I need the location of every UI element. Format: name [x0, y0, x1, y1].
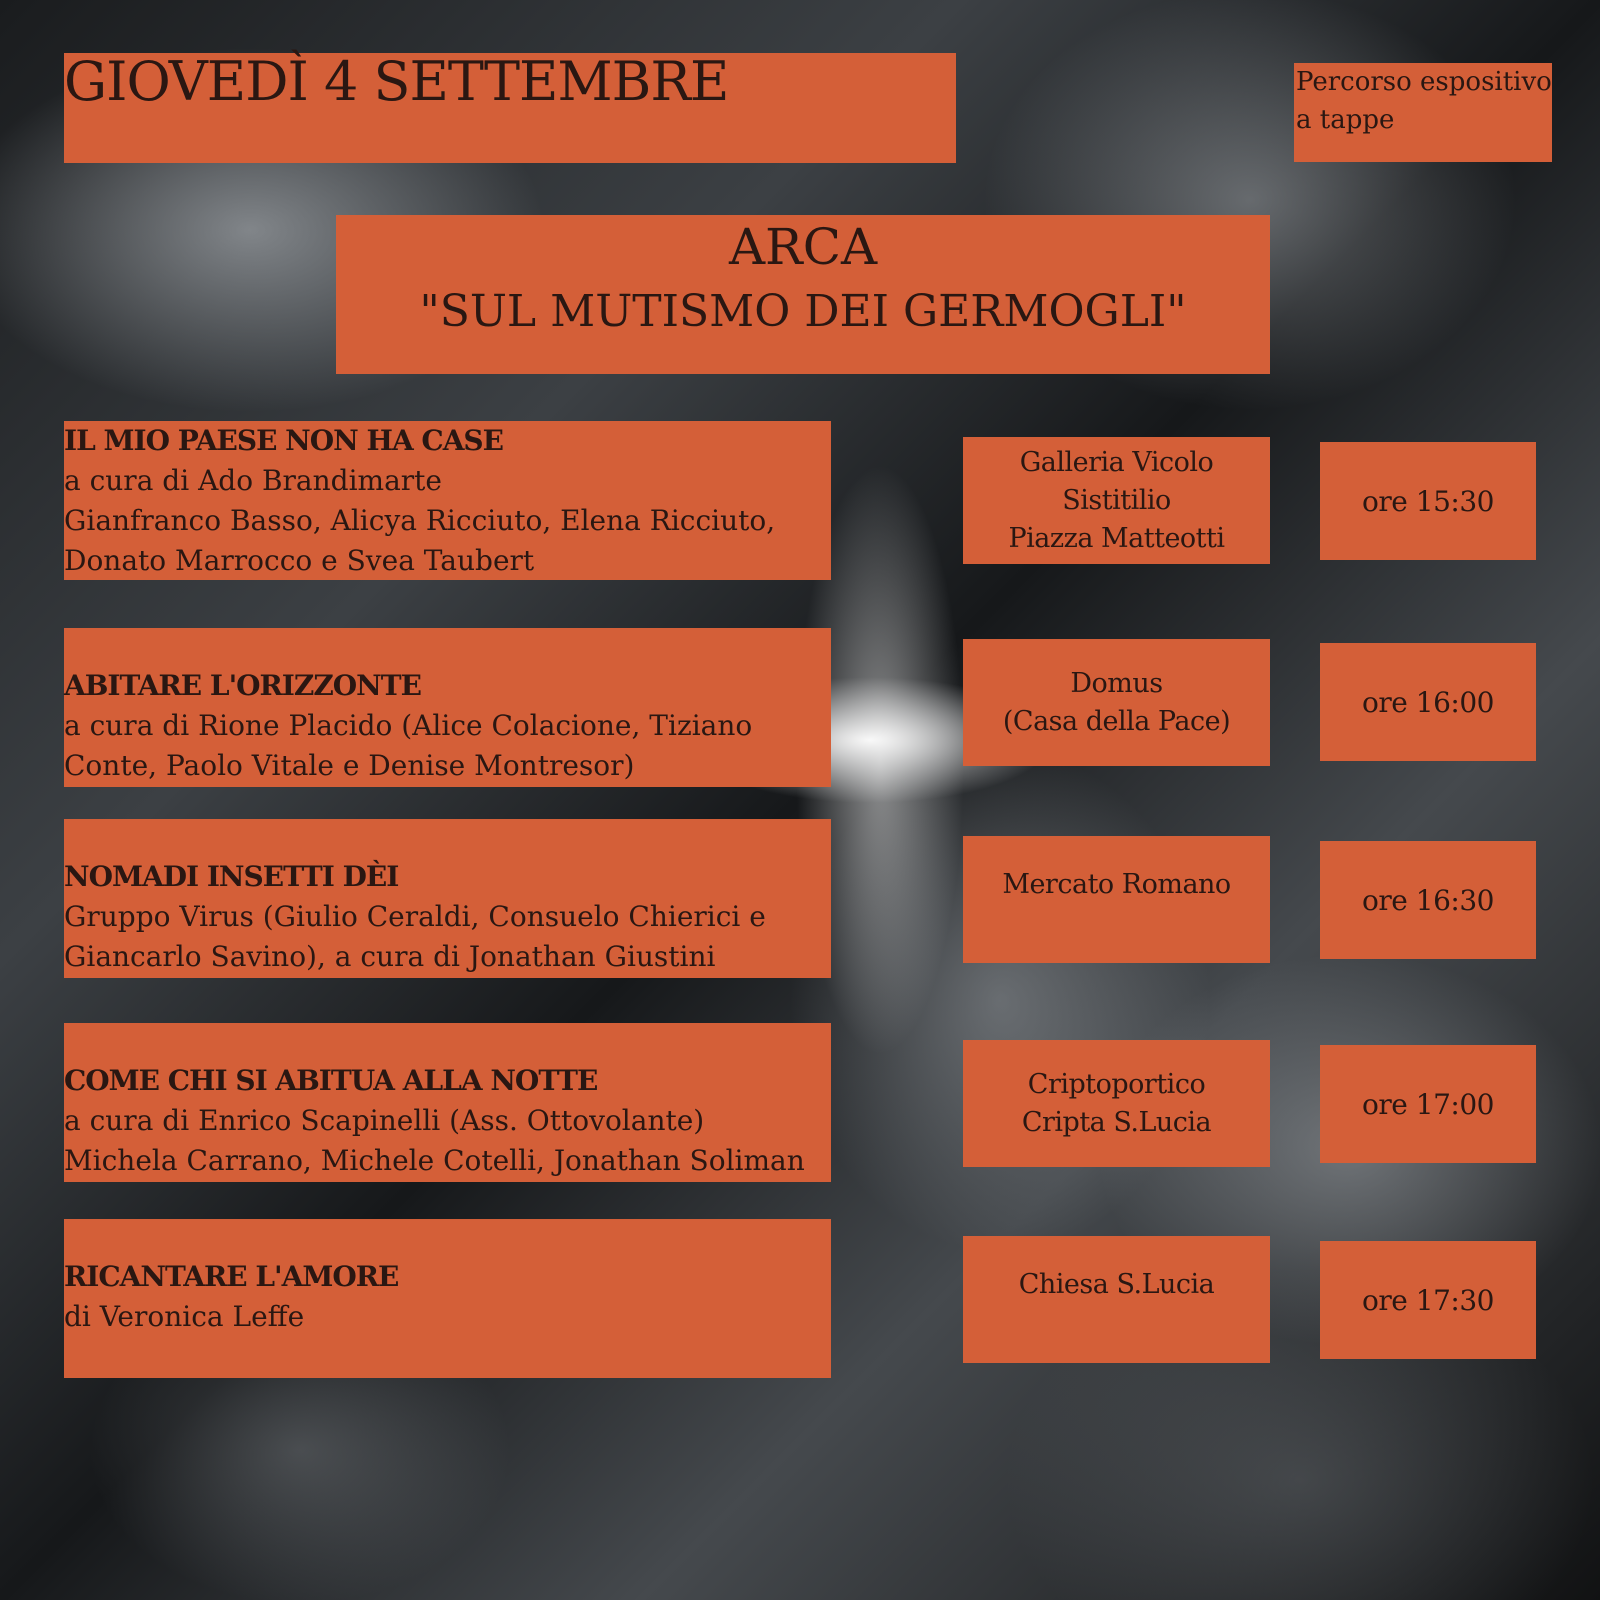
event-location: [963, 437, 1270, 564]
event-location: [963, 639, 1270, 766]
tour-tag: [1294, 63, 1552, 162]
event-title: COME CHI SI ABITUA ALLA NOTTE: [64, 1064, 598, 1097]
event-card: [64, 628, 831, 787]
location-line: Cripta S.Lucia: [1021, 1106, 1212, 1138]
event-credit: Conte, Paolo Vitale e Denise Montresor): [64, 749, 635, 782]
exhibition-subtitle: "SUL MUTISMO DEI GERMOGLI": [419, 286, 1187, 337]
event-card: [64, 819, 831, 978]
event-credit: a cura di Ado Brandimarte: [64, 464, 442, 497]
event-location: [963, 1236, 1270, 1363]
location-line: Chiesa S.Lucia: [1018, 1269, 1215, 1300]
event-time: [1320, 841, 1536, 959]
event-time: [1320, 442, 1536, 560]
location-line: Piazza Matteotti: [1008, 522, 1225, 554]
event-credit: di Veronica Leffe: [64, 1300, 305, 1333]
time-text: ore 17:00: [1362, 1087, 1494, 1121]
time-text: ore 17:30: [1362, 1283, 1494, 1317]
event-time: [1320, 1045, 1536, 1163]
event-credit: a cura di Enrico Scapinelli (Ass. Ottovolante): [64, 1104, 705, 1137]
event-location: [963, 1040, 1270, 1167]
location-line: (Casa della Pace): [1002, 705, 1231, 737]
date-banner: [64, 50, 956, 163]
event-time: [1320, 643, 1536, 761]
time-text: ore 15:30: [1362, 484, 1494, 518]
title-banner: [336, 215, 1270, 374]
time-text: ore 16:00: [1362, 685, 1494, 719]
event-location: [963, 836, 1270, 963]
event-title: RICANTARE L'AMORE: [64, 1260, 399, 1293]
location-line: Mercato Romano: [1002, 869, 1231, 900]
event-credit: Gianfranco Basso, Alicya Ricciuto, Elena Ricciuto,: [64, 504, 776, 537]
time-text: ore 16:30: [1362, 883, 1494, 917]
event-card: [64, 1219, 831, 1378]
location-line: Domus: [1070, 667, 1163, 699]
event-credit: Giancarlo Savino), a cura di Jonathan Giustini: [64, 940, 716, 973]
tour-tag-text: Percorso espositivo a tappe: [1296, 67, 1552, 135]
event-time: [1320, 1241, 1536, 1359]
event-credit: Donato Marrocco e Svea Taubert: [64, 544, 535, 577]
event-title: NOMADI INSETTI DÈI: [64, 860, 399, 893]
event-card: [64, 421, 831, 580]
location-line: Galleria Vicolo Sistitilio: [1019, 446, 1214, 516]
location-line: Criptoportico: [1027, 1068, 1206, 1100]
event-credit: Gruppo Virus (Giulio Ceraldi, Consuelo Chierici e: [64, 900, 766, 933]
event-credit: a cura di Rione Placido (Alice Colacione, Tiziano: [64, 709, 753, 742]
event-card: [64, 1023, 831, 1182]
event-credit: Michela Carrano, Michele Cotelli, Jonathan Soliman: [64, 1144, 805, 1177]
date-heading: GIOVEDÌ 4 SETTEMBRE: [64, 50, 729, 113]
event-title: IL MIO PAESE NON HA CASE: [64, 424, 503, 457]
exhibition-title: ARCA: [728, 218, 878, 276]
event-title: ABITARE L'ORIZZONTE: [64, 669, 421, 702]
